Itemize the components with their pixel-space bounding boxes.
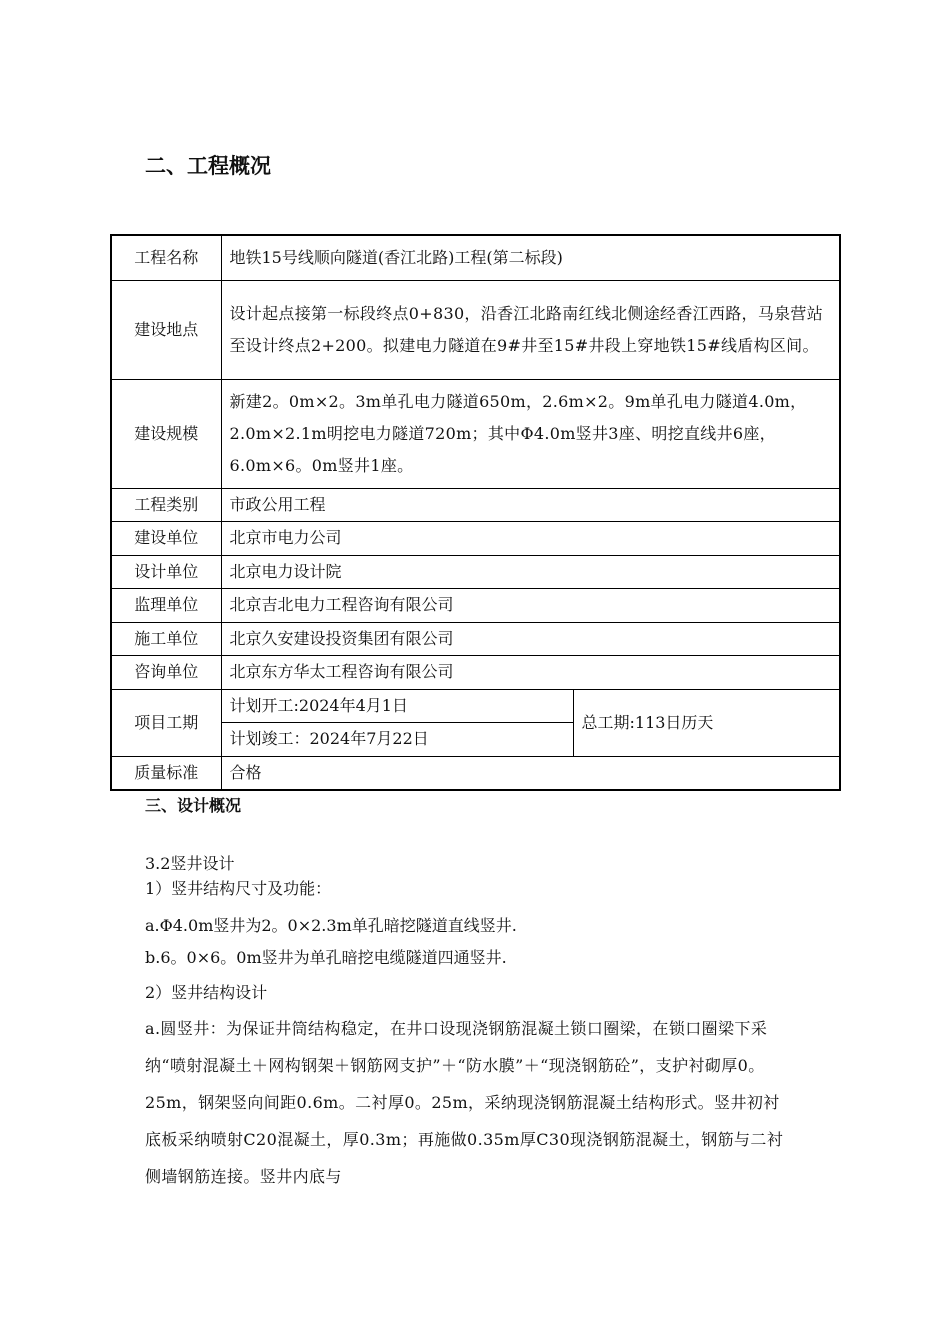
table-row — [111, 488, 840, 521]
section-3-title: 三、设计概况 — [145, 796, 242, 815]
table-row — [111, 235, 840, 280]
project-overview-table — [110, 234, 841, 791]
row-value: 北京东方华太工程咨询有限公司 — [221, 655, 840, 689]
list-item: b.6。0×6。0m竖井为单孔暗挖电缆隧道四通竖井. — [145, 948, 507, 967]
row-value: 北京电力设计院 — [221, 555, 840, 588]
table-row — [111, 655, 840, 689]
table-row — [111, 588, 840, 622]
row-label: 施工单位 — [111, 622, 221, 655]
row-value: 设计起点接第一标段终点0+830，沿香江北路南红线北侧途经香江西路，马泉营站至设计终点2+200。拟建电力隧道在9#井至15#井段上穿地铁15#线盾构区间。 — [221, 280, 840, 379]
row-label: 工程类别 — [111, 488, 221, 521]
schedule-end: 计划竣工：2024年7月22日 — [221, 722, 573, 756]
row-label: 设计单位 — [111, 555, 221, 588]
row-value: 新建2。0m×2。3m单孔电力隧道650m，2.6m×2。9m单孔电力隧道4.0m，2.0m×2.1m明挖电力隧道720m；其中Φ4.0m竖井3座、明挖直线井6座，6.0m×6。0m竖井1座。 — [221, 379, 840, 488]
quality-label: 质量标准 — [111, 756, 221, 790]
row-label: 工程名称 — [111, 235, 221, 280]
row-value: 地铁15号线顺向隧道(香江北路)工程(第二标段) — [221, 235, 840, 280]
row-label: 建设地点 — [111, 280, 221, 379]
schedule-start: 计划开工:2024年4月1日 — [221, 689, 573, 722]
row-label: 建设单位 — [111, 521, 221, 555]
table-row — [111, 756, 840, 790]
section-2-title: 二、工程概况 — [145, 154, 271, 178]
row-label: 建设规模 — [111, 379, 221, 488]
table-row — [111, 689, 840, 722]
body-paragraph: a.圆竖井：为保证井筒结构稳定，在井口设现浇钢筋混凝土锁口圈梁，在锁口圈梁下采纳“喷射混凝土＋网构钢架＋钢筋网支护”＋“防水膜”＋“现浇钢筋砼”，支护衬砌厚0。25m，钢架竖向间距0.6m。二衬厚0。25m，采纳现浇钢筋混凝土结构形式。竖井初衬底板采纳喷射C20混凝土，厚0.3m；再施做0.35m厚C30现浇钢筋混凝土，钢筋与二衬侧墙钢筋连接。竖井内底与 — [145, 1019, 784, 1186]
list-item: a.Φ4.0m竖井为2。0×2.3m单孔暗挖隧道直线竖井. — [145, 916, 517, 935]
row-value: 北京市电力公司 — [221, 521, 840, 555]
schedule-total: 总工期:113日历天 — [573, 689, 840, 756]
list-heading: 2）竖井结构设计 — [145, 983, 268, 1002]
table-row — [111, 555, 840, 588]
table-row — [111, 379, 840, 488]
row-value: 市政公用工程 — [221, 488, 840, 521]
row-label: 咨询单位 — [111, 655, 221, 689]
row-value: 北京久安建设投资集团有限公司 — [221, 622, 840, 655]
quality-value: 合格 — [221, 756, 840, 790]
table-row — [111, 280, 840, 379]
list-heading: 1）竖井结构尺寸及功能： — [145, 879, 332, 898]
schedule-label: 项目工期 — [111, 689, 221, 756]
subsection-title: 3.2竖井设计 — [145, 854, 235, 873]
table-row — [111, 622, 840, 655]
row-value: 北京吉北电力工程咨询有限公司 — [221, 588, 840, 622]
table-row — [111, 521, 840, 555]
row-label: 监理单位 — [111, 588, 221, 622]
